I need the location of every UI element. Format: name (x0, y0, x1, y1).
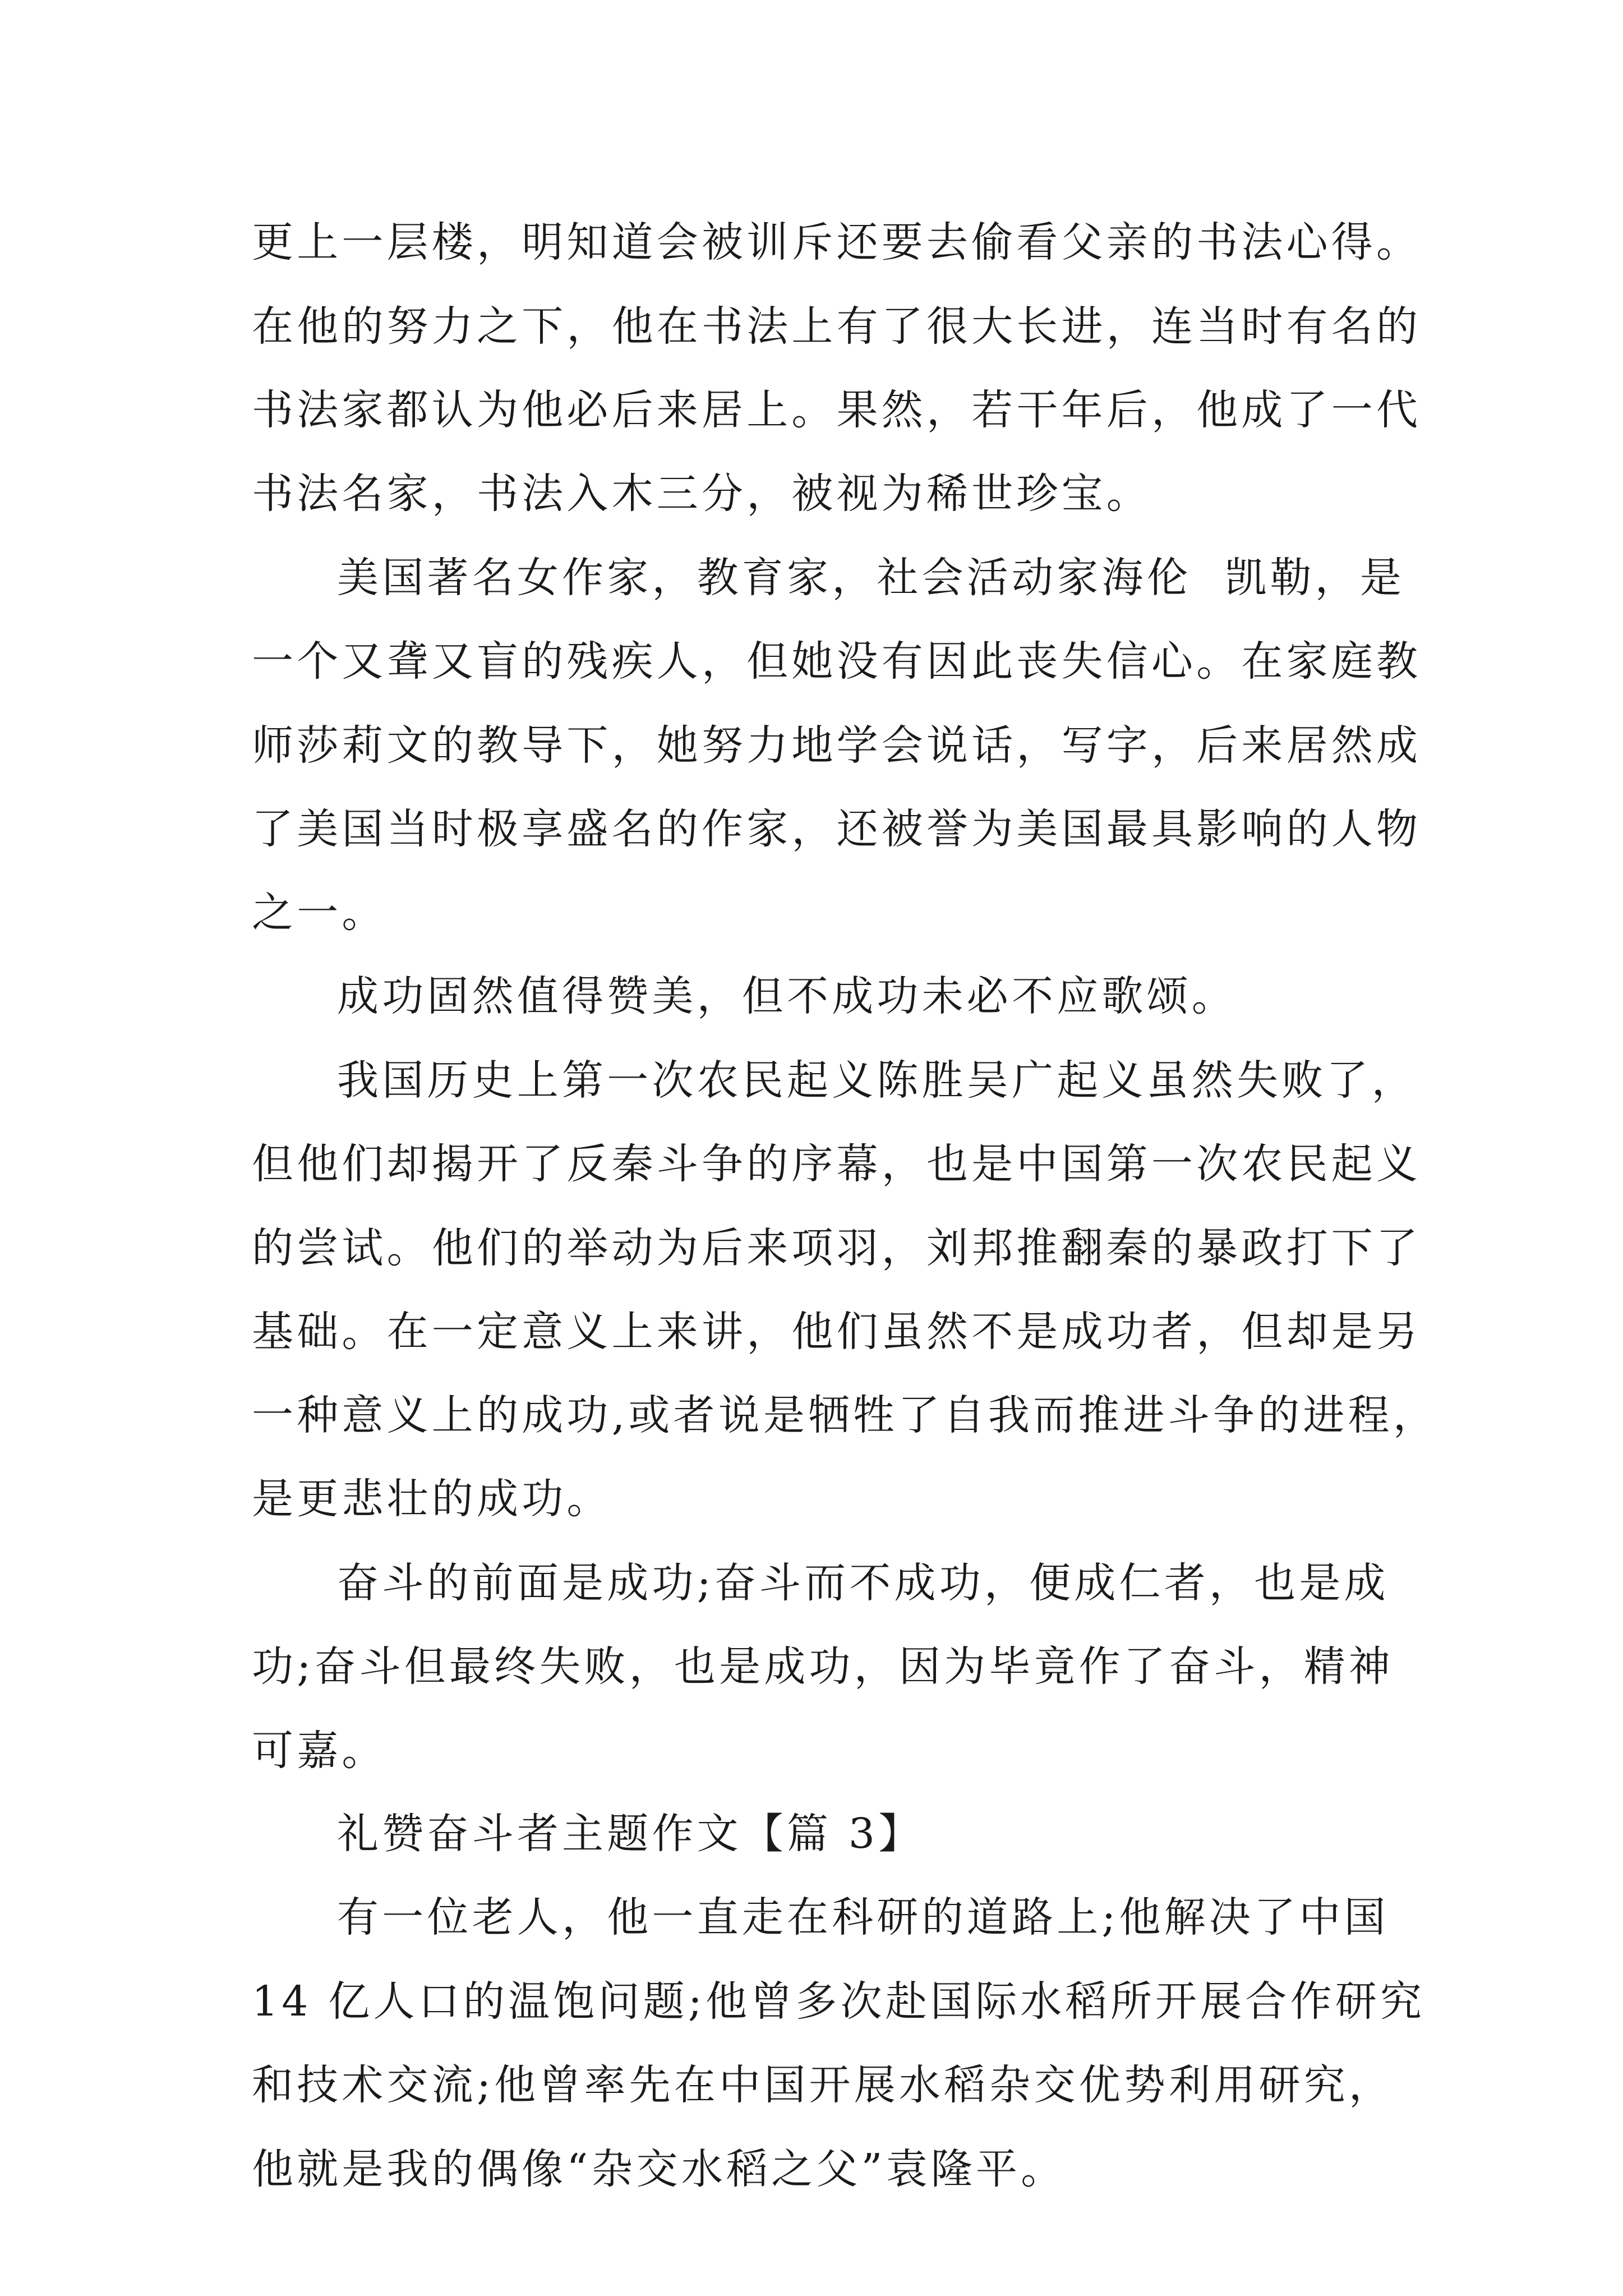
text-line: 了美国当时极享盛名的作家，还被誉为美国最具影响的人物 (252, 805, 1422, 853)
text-line: 是更悲壮的成功。 (252, 1475, 612, 1523)
text-line: 和技术交流;他曾率先在中国开展水稻杂交优势利用研究， (252, 2061, 1394, 2109)
text-line: 书法家都认为他必后来居上。果然，若干年后，他成了一代 (252, 386, 1422, 434)
text-line: 之一。 (252, 889, 387, 937)
text-line: 一种意义上的成功,或者说是牺牲了自我而推进斗争的进程， (252, 1391, 1438, 1439)
text-line: 基础。在一定意义上来讲，他们虽然不是成功者，但却是另 (252, 1308, 1422, 1356)
text-line: 他就是我的偶像“杂交水稻之父”袁隆平。 (252, 2145, 1066, 2193)
text-line: 书法名家，书法入木三分，被视为稀世珍宝。 (252, 470, 1151, 518)
text-line: 有一位老人，他一直走在科研的道路上;他解决了中国 (337, 1893, 1389, 1941)
text-line: 一个又聋又盲的残疾人，但她没有因此丧失信心。在家庭教 (252, 637, 1422, 685)
text-line: 成功固然值得赞美，但不成功未必不应歌颂。 (337, 972, 1237, 1020)
text-line: 美国著名女作家，教育家，社会活动家海伦 凯勒，是 (337, 554, 1405, 602)
text-line: 的尝试。他们的举动为后来项羽，刘邦推翻秦的暴政打下了 (252, 1224, 1422, 1272)
text-line: 14 亿人口的温饱问题;他曾多次赴国际水稻所开展合作研究 (252, 1977, 1426, 2026)
text-line: 在他的努力之下，他在书法上有了很大长进，连当时有名的 (252, 302, 1422, 351)
text-line: 奋斗的前面是成功;奋斗而不成功，便成仁者，也是成 (337, 1559, 1389, 1607)
text-line: 更上一层楼，明知道会被训斥还要去偷看父亲的书法心得。 (252, 218, 1422, 266)
text-line: 功;奋斗但最终失败，也是成功，因为毕竟作了奋斗，精神 (252, 1642, 1394, 1691)
text-line: 师莎莉文的教导下，她努力地学会说话，写字，后来居然成 (252, 721, 1422, 770)
section-heading: 礼赞奋斗者主题作文【篇 3】 (337, 1810, 924, 1858)
text-line: 可嘉。 (252, 1727, 387, 1775)
text-line: 但他们却揭开了反秦斗争的序幕，也是中国第一次农民起义 (252, 1140, 1422, 1188)
text-line: 我国历史上第一次农民起义陈胜吴广起义虽然失败了， (337, 1056, 1417, 1105)
